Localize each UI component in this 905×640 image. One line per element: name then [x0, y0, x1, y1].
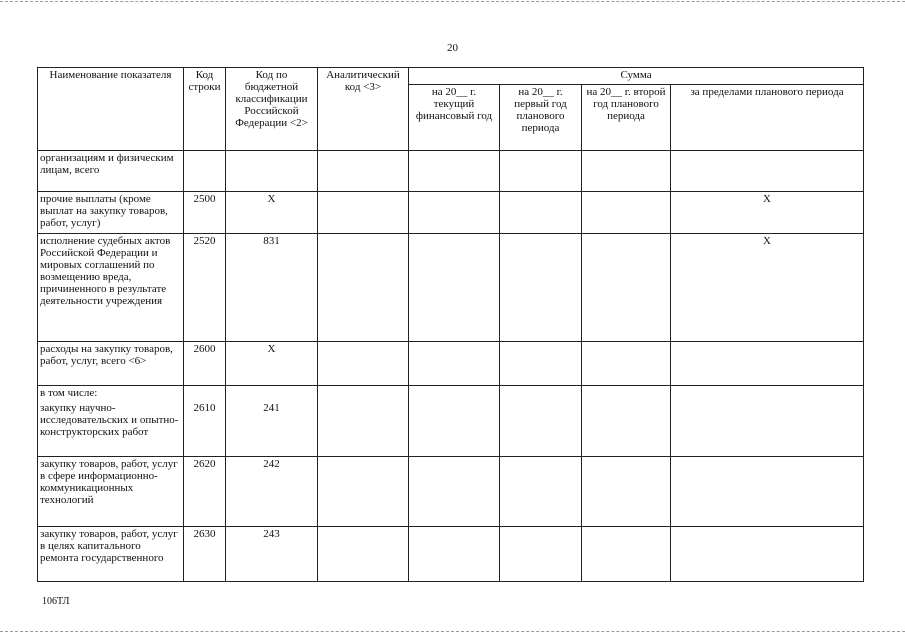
row-code: 2620: [184, 457, 226, 527]
row-beyond: [671, 457, 864, 527]
form-code: 106ТЛ: [42, 596, 70, 607]
table-row: [38, 342, 864, 386]
scan-edge-bottom: [0, 631, 905, 632]
row-year3: [582, 192, 671, 234]
row-name: исполнение судебных актов Российской Федерации и мировых соглашений по возмещению вреда, причиненного в результате деятельности учреждения: [38, 234, 184, 342]
row-beyond: [671, 342, 864, 386]
row-code: 2630: [184, 527, 226, 582]
row-year2: [500, 457, 582, 527]
row-code: [184, 151, 226, 192]
row-year1: [409, 342, 500, 386]
col-header-beyond: за пределами планового периода: [671, 85, 864, 151]
row-year3: [582, 151, 671, 192]
row-year1: [409, 386, 500, 457]
header-row: [38, 68, 864, 85]
row-beyond: [671, 151, 864, 192]
row-budget-code: [226, 151, 318, 192]
row-year1: [409, 151, 500, 192]
row-analytic: [318, 342, 409, 386]
col-header-sum: Сумма: [409, 68, 864, 85]
col-header-name: Наименование показателя: [38, 68, 184, 151]
budget-table: [37, 67, 864, 582]
row-code-cell: [184, 386, 226, 457]
row-budget-code: 243: [226, 527, 318, 582]
row-name: закупку товаров, работ, услуг в сфере информационно-коммуникационных технологий: [38, 457, 184, 527]
row-year3: [582, 527, 671, 582]
row-year2: [500, 386, 582, 457]
row-year3: [582, 386, 671, 457]
row-year3: [582, 234, 671, 342]
page-number: 20: [447, 42, 458, 54]
row-year2: [500, 151, 582, 192]
row-year1: [409, 457, 500, 527]
row-analytic: [318, 527, 409, 582]
row-year2: [500, 192, 582, 234]
row-year2: [500, 234, 582, 342]
row-name-prefix: в том числе:: [40, 387, 98, 399]
row-name-cell: [38, 386, 184, 457]
row-code: 2520: [184, 234, 226, 342]
col-header-analytic: Аналитический код <3>: [318, 68, 409, 151]
row-code: 2610: [193, 402, 216, 414]
row-budget-code: X: [226, 192, 318, 234]
row-analytic: [318, 457, 409, 527]
row-name: прочие выплаты (кроме выплат на закупку товаров, работ, услуг): [38, 192, 184, 234]
row-budget-code-cell: [226, 386, 318, 457]
row-year1: [409, 192, 500, 234]
row-budget-code: 242: [226, 457, 318, 527]
row-analytic: [318, 151, 409, 192]
row-year3: [582, 342, 671, 386]
col-header-year3: на 20__ г. второй год планового периода: [582, 85, 671, 151]
row-code: 2600: [184, 342, 226, 386]
table-row: [38, 527, 864, 582]
col-header-budget-code: Код по бюджетной классификации Российской Федерации <2>: [226, 68, 318, 151]
row-name: расходы на закупку товаров, работ, услуг, всего <6>: [38, 342, 184, 386]
row-budget-code: 241: [263, 402, 280, 414]
col-header-year2: на 20__ г. первый год планового периода: [500, 85, 582, 151]
table-row: [38, 192, 864, 234]
row-year3: [582, 457, 671, 527]
row-budget-code: 831: [226, 234, 318, 342]
row-beyond: X: [671, 234, 864, 342]
row-year1: [409, 234, 500, 342]
row-name: закупку товаров, работ, услуг в целях капитального ремонта государственного: [38, 527, 184, 582]
row-year2: [500, 342, 582, 386]
table-row: [38, 151, 864, 192]
row-beyond: [671, 386, 864, 457]
table-row: [38, 386, 864, 457]
col-header-year1: на 20__ г. текущий финансовый год: [409, 85, 500, 151]
row-analytic: [318, 192, 409, 234]
row-year1: [409, 527, 500, 582]
table-row: [38, 234, 864, 342]
scan-edge-top: [0, 1, 905, 2]
row-beyond: [671, 527, 864, 582]
row-analytic: [318, 234, 409, 342]
row-year2: [500, 527, 582, 582]
row-beyond: X: [671, 192, 864, 234]
row-name: закупку научно-исследовательских и опытно-конструкторских работ: [40, 402, 179, 438]
col-header-code: Код строки: [184, 68, 226, 151]
row-name: организациям и физическим лицам, всего: [38, 151, 184, 192]
row-budget-code: X: [226, 342, 318, 386]
row-analytic: [318, 386, 409, 457]
table-row: [38, 457, 864, 527]
row-code: 2500: [184, 192, 226, 234]
